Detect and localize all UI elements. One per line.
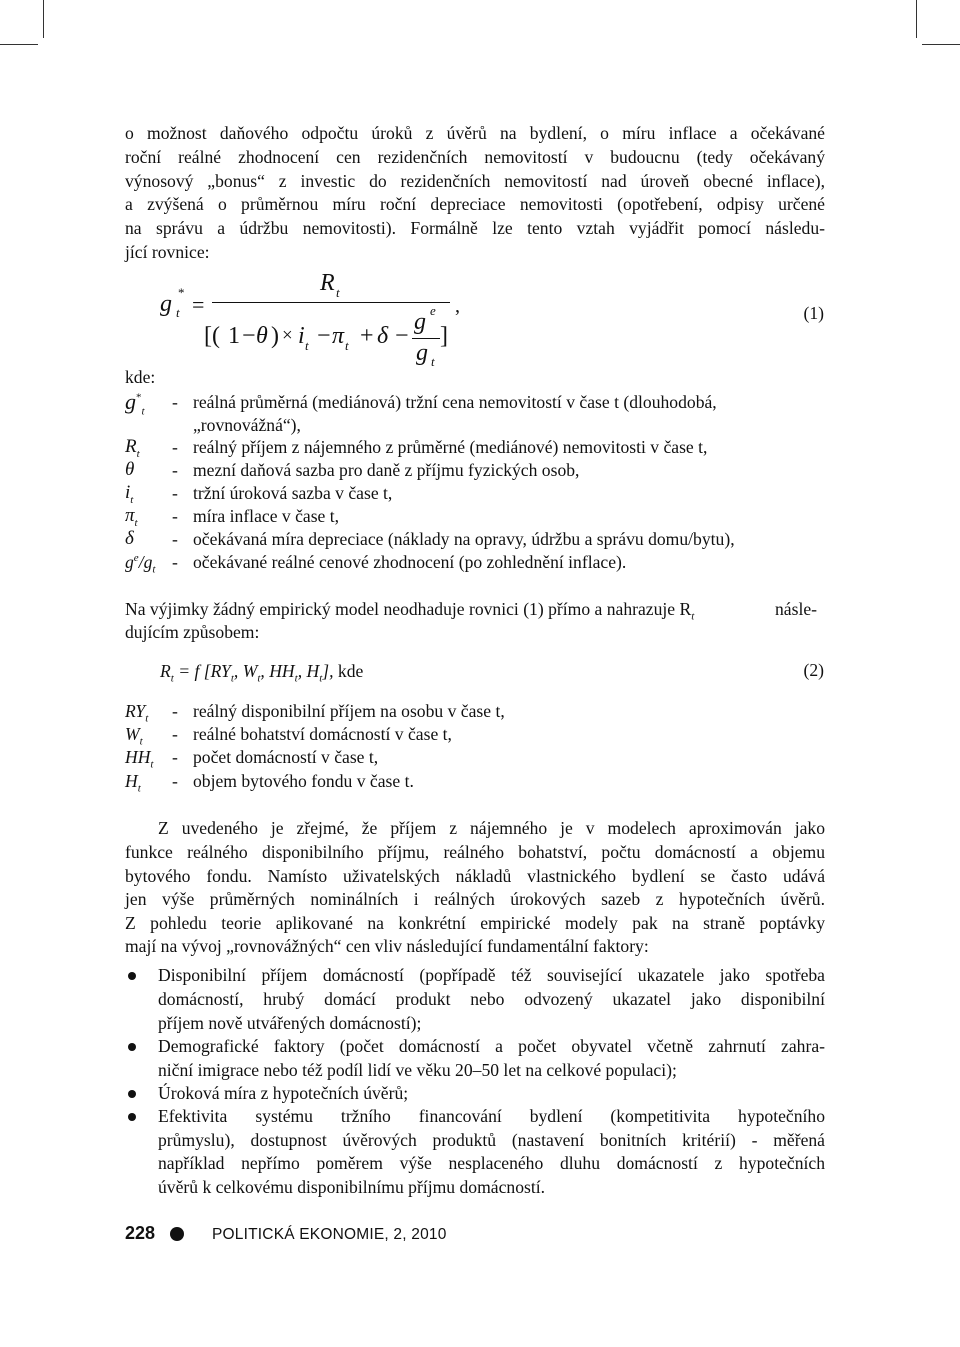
list-item-line: průmyslu), dostupnost úvěrových produktů (nastavení bonitních kritérií) - měřená [158,1130,825,1150]
text-line: Z pohledu teorie aplikované na konkrétní empirické modely pak na straně poptávky [125,913,825,933]
def-dash: - [172,506,178,526]
eq-theta: θ [256,323,268,349]
list-item-line: Efektivita systému tržního financování bydlení (kompetitivita hypotečního [158,1106,825,1126]
def-text: „rovnovážná“), [193,415,301,435]
def-symbol: $g^e/g_t$ [125,552,156,576]
def-text: reálný příjem z nájemného z průměrné (mediánové) nemovitosti v čase t, [193,437,708,457]
eq-plus: + [360,323,374,349]
def-symbol: $g^*_t$ [125,389,145,418]
list-item-line: niční imigrace nebo též podíl lidí ve věku 20–50 let na celkové populaci); [158,1060,677,1080]
eq-delta: δ [377,323,389,349]
eq-comma: , [455,295,460,317]
list-item-line: domácností, hrubý domácí produkt nebo odvozený ukazatel jako disponibilní [158,989,825,1009]
eq-bracket: ] [440,323,448,349]
eq-symbol: g [160,291,172,317]
eq-numerator: R [320,270,335,296]
kde-label: kde: [125,367,156,387]
def-symbol: $\pi_t$ [125,505,138,529]
eq-sub: t [345,338,349,353]
def-text: reálná průměrná (mediánová) tržní cena nemovitostí v čase t (dlouhodobá, [193,392,717,412]
eq-sup: e [430,303,436,318]
page-number: 228 [125,1223,156,1243]
text-line: roční reálné zhodnocení cen rezidenčních nemovitostí v budoucnu (tedy očekávaný [125,147,825,167]
def-symbol: δ [125,528,134,549]
def-dash: - [172,483,178,503]
eq-minus: − [395,323,409,349]
text-line: jící rovnice: [125,242,210,262]
list-item-line: například nepřímo poměrem výše nesplaceného dluhu domácností z hypotečních [158,1153,825,1173]
text-line: jen výše průměrných nominálních i reálných úrokových sazeb z hypotečních úvěrů. [125,889,825,909]
text-line: a zvýšená o průměrnou míru roční depreciace nemovitosti (opotřebení, odpisy určené [125,194,825,214]
def-symbol: $i_t$ [125,482,134,506]
text-line: Z uvedeného je zřejmé, že příjem z nájemného je v modelech aproximován jako [158,818,825,838]
def-text: očekávaná míra depreciace (náklady na opravy, údržbu a správu domu/bytu), [193,529,735,549]
fraction-bar [412,338,440,339]
eq-equals: = [192,292,205,317]
text-line: o možnost daňového odpočtu úroků z úvěrů na bydlení, o míru inflace a očekávané [125,123,825,143]
eq-ge: g [414,309,426,335]
eq-paren: ) [271,323,279,349]
text-line: výnosový „bonus“ z investic do rezidenčních nemovitostí nad úroveň obecné inflace), [125,171,825,191]
list-item-line: Úroková míra z hypotečních úvěrů; [158,1083,409,1103]
text-line: bytového fondu. Namísto uživatelských nákladů vlastnického bydlení se často udává [125,866,825,886]
crop-mark [43,0,44,38]
def-text: objem bytového fondu v čase t. [193,771,414,791]
eq-one: 1 [228,323,240,349]
def-dash: - [172,460,178,480]
fraction-bar [212,302,450,303]
bullet-icon [128,1090,136,1098]
def-text: tržní úroková sazba v čase t, [193,483,393,503]
journal-name: POLITICKÁ EKONOMIE, 2, 2010 [212,1226,447,1243]
eq-sub: t [176,305,180,320]
def-text: reálný disponibilní příjem na osobu v čase t, [193,701,505,721]
bullet-icon [128,972,136,980]
list-item-line: úvěrů k celkovému disponibilnímu příjmu domácností. [158,1177,546,1197]
text-line: na správu a údržbu nemovitosti). Formálně lze tento vztah vyjádřit pomocí následu- [125,218,825,238]
eq-sub: t [305,338,309,353]
crop-mark [916,0,917,38]
eq-sub: t [431,354,435,369]
eq-gt: g [416,340,428,366]
text-line: Na výjimky žádný empirický model neodhaduje rovnici (1) přímo a nahrazuje $R_t$ [125,599,695,623]
text-line: mají na vývoj „rovnovážných“ cen vliv následující fundamentální faktory: [125,936,649,956]
def-dash: - [172,552,178,572]
text-line: dujícím způsobem: [125,622,260,642]
def-text: očekávané reálné cenové zhodnocení (po zohlednění inflace). [193,552,627,572]
def-symbol: θ [125,459,135,480]
eq2-formula: $R_t = f$ [$RY_t$, $W_t$, $HH_t$, $H_t$], kde [160,661,364,685]
crop-mark [922,44,960,45]
list-item-line: Disponibilní příjem domácností (popřípadě též související ukazatele jako spotřeba [158,965,825,985]
bullet-icon [128,1113,136,1121]
def-symbol: $W_t$ [125,724,143,748]
def-dash: - [172,392,178,412]
equation-number: (2) [803,660,824,680]
eq-i: i [298,323,305,349]
def-dash: - [172,701,178,721]
bullet-icon [128,1043,136,1051]
eq-sup: * [178,285,185,300]
equation-number: (1) [803,303,824,323]
def-dash: - [172,771,178,791]
def-text: reálné bohatství domácností v čase t, [193,724,452,744]
def-text: počet domácností v čase t, [193,747,379,767]
def-dash: - [172,437,178,457]
eq-bracket: [( [204,323,220,349]
list-item-line: příjem nově utvářených domácností); [158,1013,422,1033]
def-dash: - [172,529,178,549]
text-line: násle- [775,599,818,619]
eq-pi: π [332,323,345,349]
def-symbol: $R_t$ [125,436,140,460]
def-dash: - [172,747,178,767]
bullet-icon [170,1227,184,1241]
eq-minus: − [242,323,256,349]
list-item-line: Demografické faktory (počet domácností a počet obyvatel včetně zahrnutí zahra- [158,1036,825,1056]
def-symbol: $RY_t$ [125,701,149,725]
eq-times: × [282,325,293,346]
def-text: mezní daňová sazba pro daně z příjmu fyzických osob, [193,460,580,480]
def-dash: - [172,724,178,744]
crop-mark [0,44,38,45]
def-text: míra inflace v čase t, [193,506,340,526]
text-line: funkce reálného disponibilního příjmu, reálného bohatství, počtu domácností a objemu [125,842,825,862]
def-symbol: $H_t$ [125,771,141,795]
def-symbol: $HH_t$ [125,747,154,771]
eq-minus: − [317,323,331,349]
eq-sub: t [336,285,340,300]
